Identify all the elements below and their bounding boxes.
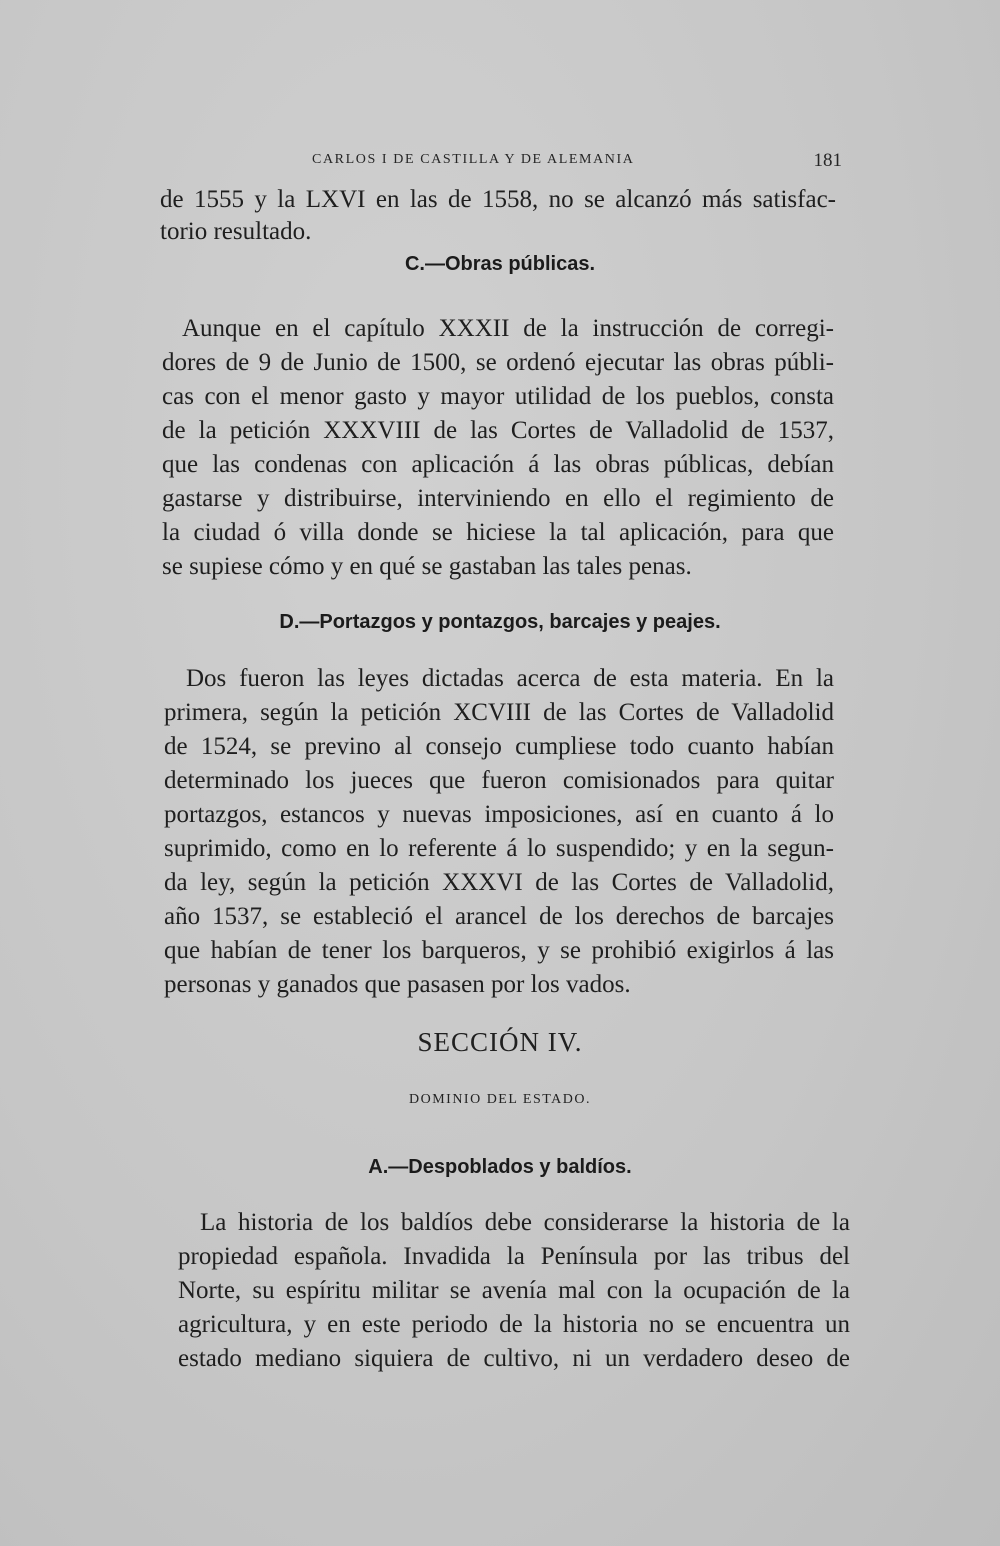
running-head — [312, 150, 842, 174]
text-line: año 1537, se estableció el arancel de los derechos de barcajes — [164, 903, 834, 930]
page-number: 181 — [813, 150, 842, 171]
text-line: torio resultado. — [160, 218, 312, 245]
text-line: de la petición XXXVIII de las Cortes de Valladolid de 1537, — [162, 417, 834, 444]
section-iv-title: SECCIÓN IV. — [417, 1027, 583, 1057]
text-line: la ciudad ó villa donde se hiciese la tal aplicación, para que — [162, 519, 834, 546]
text-line: Norte, su espíritu militar se avenía mal con la ocupación de la — [178, 1277, 850, 1304]
text-line: La historia de los baldíos debe considerarse la historia de la — [200, 1209, 850, 1236]
section-heading-a: A.—Despoblados y baldíos. — [368, 1156, 632, 1178]
text-line: propiedad española. Invadida la Península por las tribus del — [178, 1243, 850, 1270]
text-line: de 1555 y la LXVI en las de 1558, no se alcanzó más satisfac- — [160, 186, 836, 213]
text-line: se supiese cómo y en qué se gastaban las tales penas. — [162, 553, 692, 580]
text-line: Aunque en el capítulo XXXII de la instrucción de corregi- — [182, 315, 834, 342]
text-line: gastarse y distribuirse, interviniendo en ello el regimiento de — [162, 485, 834, 512]
text-line: que habían de tener los barqueros, y se prohibió exigirlos á las — [164, 937, 834, 964]
text-line: Dos fueron las leyes dictadas acerca de esta materia. En la — [186, 665, 834, 692]
text-line: suprimido, como en lo referente á lo suspendido; y en la segun- — [164, 835, 834, 862]
text-line: da ley, según la petición XXXVI de las Cortes de Valladolid, — [164, 869, 834, 896]
text-line: agricultura, y en este periodo de la historia no se encuentra un — [178, 1311, 850, 1338]
running-head-title: CARLOS I DE CASTILLA Y DE ALEMANIA — [312, 152, 635, 167]
section-iv-subtitle: DOMINIO DEL ESTADO. — [408, 1092, 591, 1107]
text-line: estado mediano siquiera de cultivo, ni un verdadero deseo de — [178, 1345, 850, 1372]
section-heading-d: D.—Portazgos y pontazgos, barcajes y peajes. — [279, 611, 721, 633]
section-heading-c: C.—Obras públicas. — [404, 253, 596, 275]
text-line: portazgos, estancos y nuevas imposiciones, así en cuanto á lo — [164, 801, 834, 828]
text-line: que las condenas con aplicación á las obras públicas, debían — [162, 451, 834, 478]
text-line: determinado los jueces que fueron comisionados para quitar — [164, 767, 834, 794]
text-line: personas y ganados que pasasen por los vados. — [164, 971, 631, 998]
text-line: primera, según la petición XCVIII de las Cortes de Valladolid — [164, 699, 834, 726]
text-line: cas con el menor gasto y mayor utilidad de los pueblos, consta — [162, 383, 834, 410]
text-line: de 1524, se previno al consejo cumpliese todo cuanto habían — [164, 733, 834, 760]
text-line: dores de 9 de Junio de 1500, se ordenó ejecutar las obras públi- — [162, 349, 834, 376]
